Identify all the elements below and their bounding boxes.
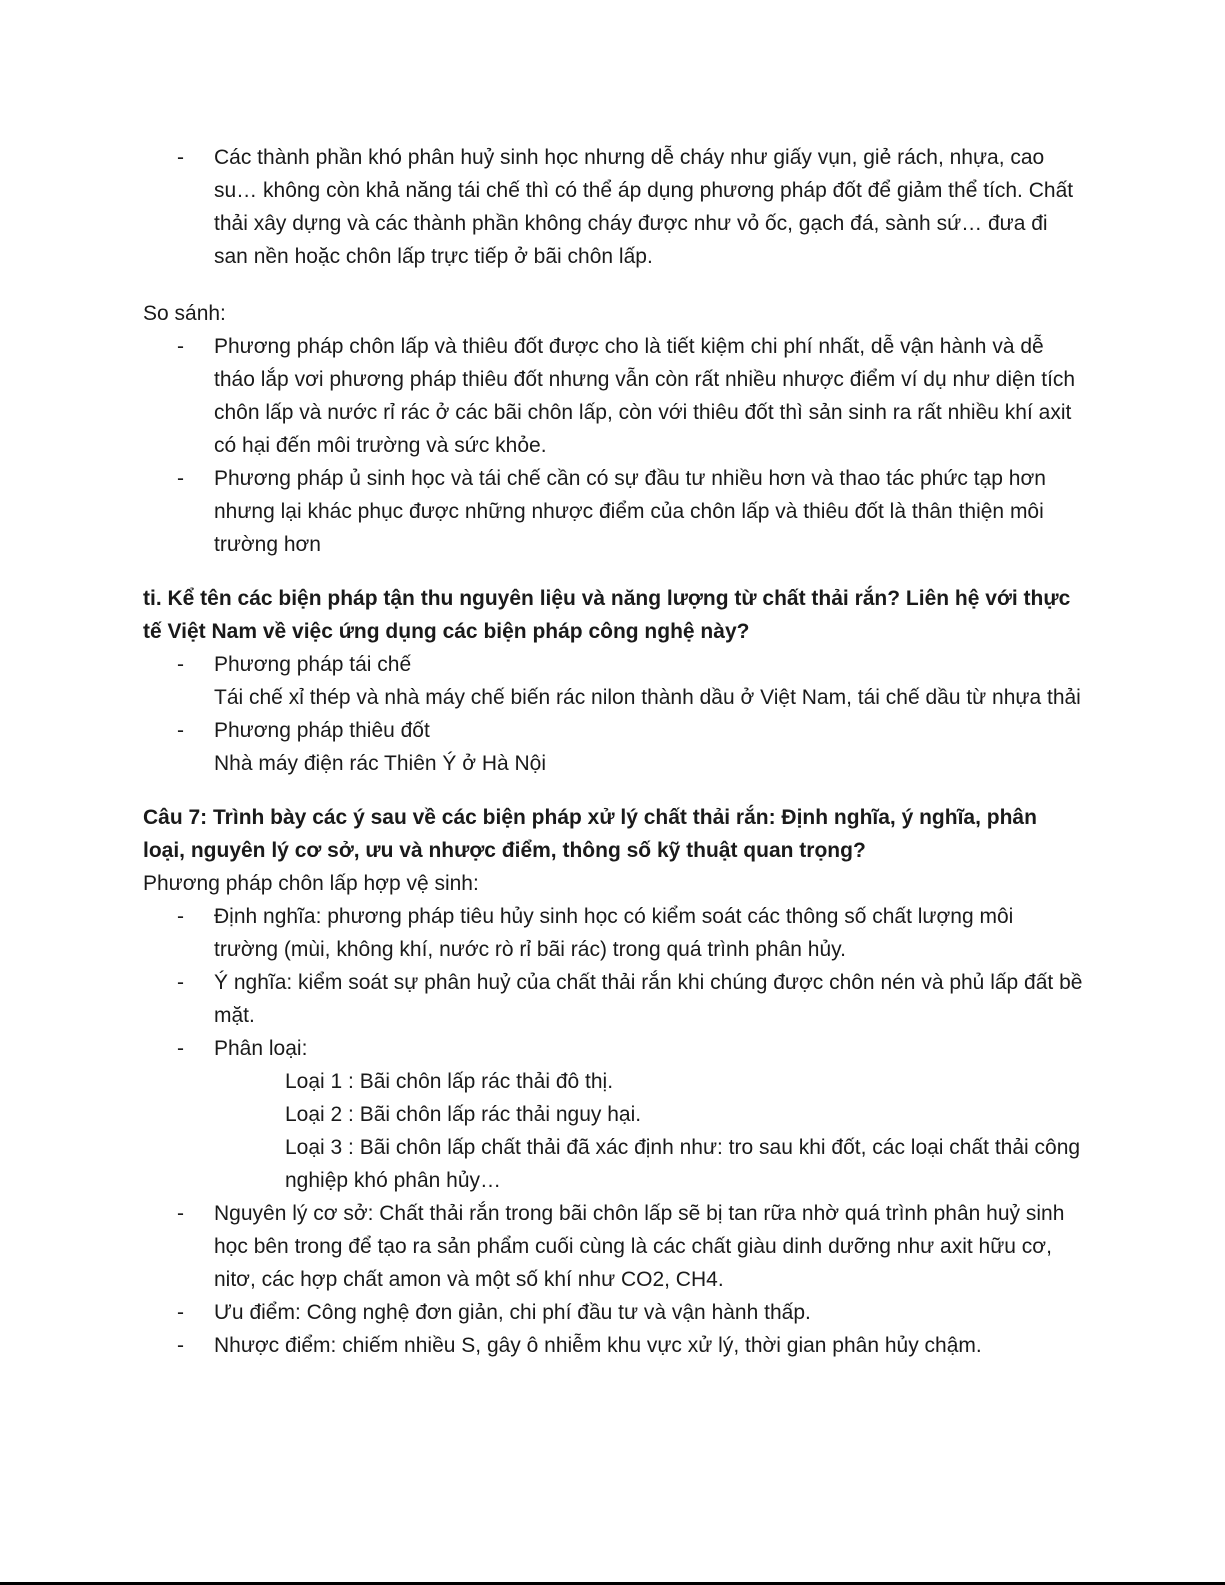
paragraph-text: Ý nghĩa: kiểm soát sự phân huỷ của chất thải rắn khi chúng được chôn nén và phủ lấp đất bề mặt. — [214, 971, 1083, 1027]
list-item-definition — [143, 900, 1083, 966]
list-item — [143, 462, 1083, 561]
bullet-dash: - — [177, 971, 184, 994]
list-item-cons — [143, 1329, 1083, 1362]
classification-type: Loại 3 : Bãi chôn lấp chất thải đã xác định như: tro sau khi đốt, các loại chất thải công nghiệp khó phân hủy… — [285, 1136, 1081, 1192]
bullet-dash: - — [177, 1037, 184, 1060]
item-title: Phương pháp thiêu đốt — [214, 719, 430, 742]
document-body — [143, 141, 1083, 1362]
bullet-dash: - — [177, 653, 184, 676]
bullet-dash: - — [177, 1202, 184, 1225]
classification-type: Loại 2 : Bãi chôn lấp rác thải nguy hại. — [285, 1103, 642, 1126]
bullet-dash: - — [177, 1301, 184, 1324]
list-item-classification — [143, 1032, 1083, 1065]
question-7-heading: Câu 7: Trình bày các ý sau về các biện pháp xử lý chất thải rắn: Định nghĩa, ý nghĩa, phân loại, nguyên lý cơ sở, ưu và nhược điểm, thông số kỹ thuật quan trọng? — [143, 806, 1037, 862]
paragraph-text: Phương pháp chôn lấp và thiêu đốt được cho là tiết kiệm chi phí nhất, dễ vận hành và dễ tháo lắp vơi phương pháp thiêu đốt nhưng vẫn còn rất nhiều nhược điểm ví dụ như diện tích chôn lấp và nước rỉ rác ở các bãi chôn lấp, còn với thiêu đốt thì sản sinh ra rất nhiều khí axit có hại đến môi trường và sức khỏe. — [214, 335, 1076, 457]
list-item — [143, 141, 1083, 273]
paragraph-text: Định nghĩa: phương pháp tiêu hủy sinh học có kiểm soát các thông số chất lượng môi trường (mùi, không khí, nước rò rỉ bãi rác) trong quá trình phân hủy. — [214, 905, 1014, 961]
paragraph-text: Ưu điểm: Công nghệ đơn giản, chi phí đầu tư và vận hành thấp. — [214, 1301, 811, 1324]
question-6-heading: ti. Kể tên các biện pháp tận thu nguyên liệu và năng lượng từ chất thải rắn? Liên hệ với thực tế Việt Nam về việc ứng dụng các biện pháp công nghệ này? — [143, 587, 1071, 643]
list-item — [143, 714, 1083, 780]
bullet-dash: - — [177, 719, 184, 742]
bullet-dash: - — [177, 146, 184, 169]
list-item — [143, 648, 1083, 714]
method-title: Phương pháp chôn lấp hợp vệ sinh: — [143, 872, 479, 895]
bullet-dash: - — [177, 335, 184, 358]
item-title: Phương pháp tái chế — [214, 653, 412, 676]
list-item-pros — [143, 1296, 1083, 1329]
list-item-principle — [143, 1197, 1083, 1296]
item-title: Phân loại: — [214, 1037, 308, 1060]
section-heading-compare: So sánh: — [143, 302, 226, 325]
paragraph-text: Các thành phần khó phân huỷ sinh học nhưng dễ cháy như giấy vụn, giẻ rách, nhựa, cao su… không còn khả năng tái chế thì có thể áp dụng phương pháp đốt để giảm thể tích. Chất thải xây dựng và các thành phần không cháy được như vỏ ốc, gạch đá, sành sứ… đưa đi san nền hoặc chôn lấp trực tiếp ở bãi chôn lấp. — [214, 146, 1074, 268]
list-item — [143, 330, 1083, 462]
bullet-dash: - — [177, 905, 184, 928]
paragraph-text: Nhược điểm: chiếm nhiều S, gây ô nhiễm khu vực xử lý, thời gian phân hủy chậm. — [214, 1334, 982, 1357]
bullet-dash: - — [177, 1334, 184, 1357]
classification-type: Loại 1 : Bãi chôn lấp rác thải đô thị. — [285, 1070, 614, 1093]
item-detail: Tái chế xỉ thép và nhà máy chế biến rác nilon thành dầu ở Việt Nam, tái chế dầu từ nhựa thải — [214, 686, 1081, 709]
list-item-meaning — [143, 966, 1083, 1032]
paragraph-text: Nguyên lý cơ sở: Chất thải rắn trong bãi chôn lấp sẽ bị tan rữa nhờ quá trình phân huỷ sinh học bên trong để tạo ra sản phẩm cuối cùng là các chất giàu dinh dưỡng như axit hữu cơ, nitơ, các hợp chất amon và một số khí như CO2, CH4. — [214, 1202, 1065, 1291]
paragraph-text: Phương pháp ủ sinh học và tái chế cần có sự đầu tư nhiều hơn và thao tác phức tạp hơn nhưng lại khác phục được những nhược điểm của chôn lấp và thiêu đốt là thân thiện môi trường hơn — [214, 467, 1046, 556]
item-detail: Nhà máy điện rác Thiên Ý ở Hà Nội — [214, 752, 547, 775]
bullet-dash: - — [177, 467, 184, 490]
